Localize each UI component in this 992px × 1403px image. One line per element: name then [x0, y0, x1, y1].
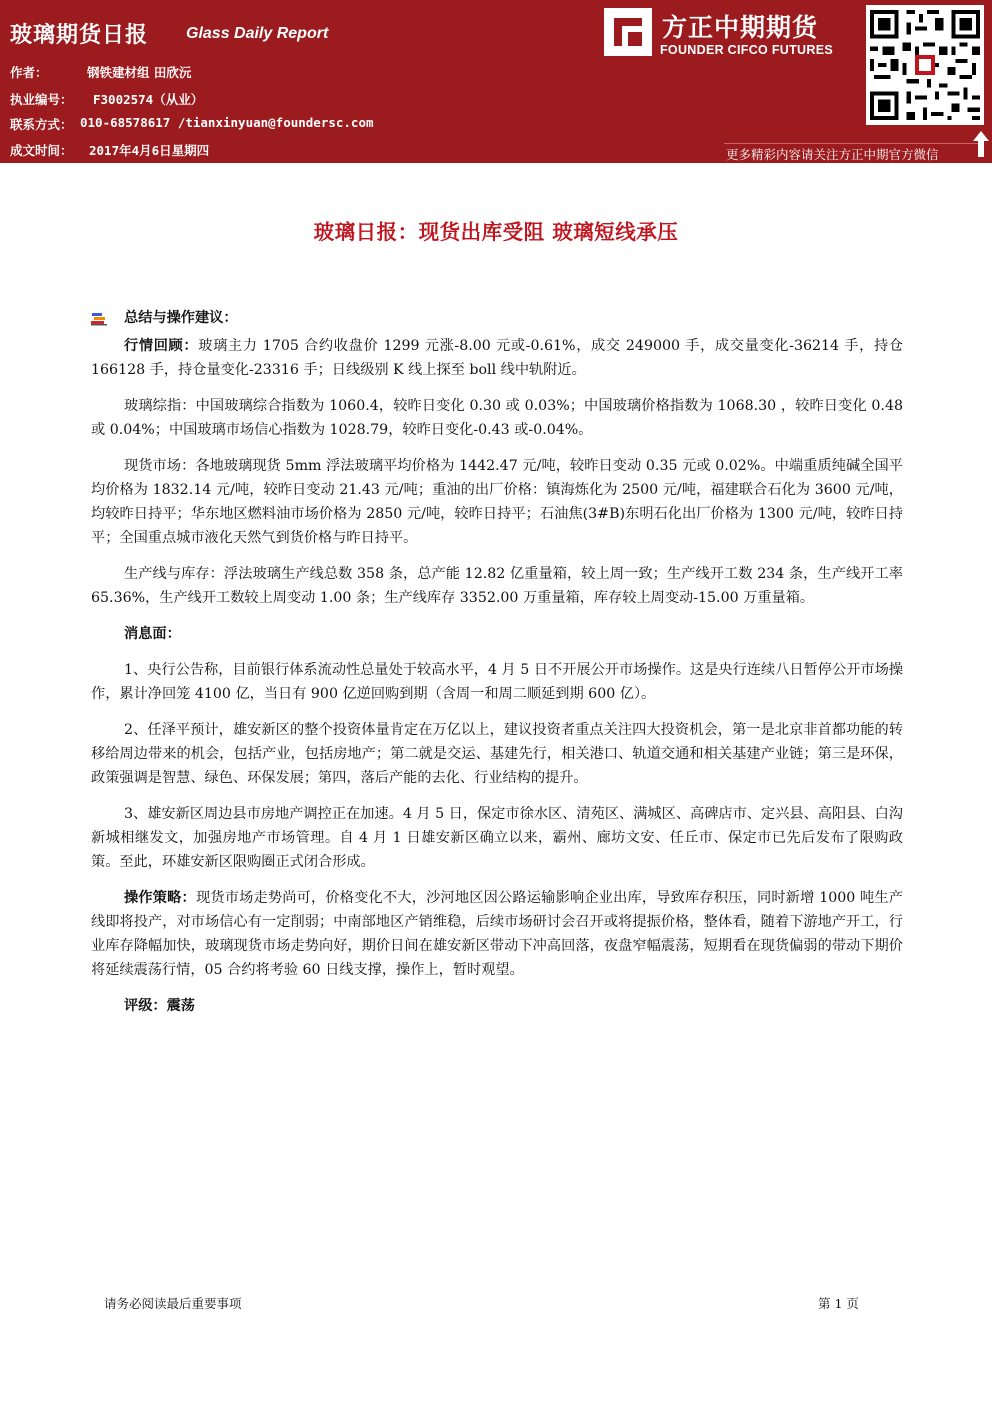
rating-paragraph [91, 994, 903, 1018]
founder-logo-icon [604, 8, 652, 56]
summary-heading [91, 306, 903, 332]
strategy-label: 操作策略： [124, 890, 196, 906]
books-bullet-icon [91, 312, 107, 326]
document-title: 玻璃日报：现货出库受阻 玻璃短线承压 [313, 220, 679, 244]
author-value: 钢铁建材组 田欣沅 [87, 65, 192, 80]
qr-code-icon [866, 5, 984, 125]
report-title-en: Glass Daily Report [186, 25, 329, 42]
footer-divider [91, 1290, 903, 1291]
glass-index-paragraph: 玻璃综指：中国玻璃综合指数为 1060.4，较昨日变化 0.30 或 0.03%；中国玻璃价格指数为 1068.30 ，较昨日变化 0.48 或 0.04%；中国玻璃市场信心指数为 1028.79，较昨日变化-0.43 或-0.04%。 [91, 398, 903, 438]
news-item-2: 2、任泽平预计，雄安新区的整个投资体量肯定在万亿以上，建议投资者重点关注四大投资机会，第一是北京非首都功能的转移给周边带来的机会，包括产业，包括房地产；第二就是交运、基建先行，相关港口、轨道交通和相关基建产业链；第三是环保，政策强调是智慧、绿色、环保发展；第四，落后产能的去化、行业结构的提升。 [91, 722, 903, 786]
footer-notice: 请务必阅读最后重要事项 [104, 1296, 242, 1311]
license-label: 执业编号： [10, 92, 73, 107]
summary-label: 总结与操作建议： [124, 310, 238, 326]
rating-value: 震荡 [166, 998, 195, 1014]
date-row [10, 141, 210, 161]
report-body [91, 306, 903, 1030]
logo-text-cn: 方正中期期货 [662, 13, 819, 42]
arrow-up-icon [973, 131, 989, 157]
news-heading [91, 622, 903, 646]
contact-label: 联系方式： [10, 117, 73, 132]
author-row [10, 63, 192, 83]
news-label: 消息面： [124, 626, 181, 642]
page-number: 第 1 页 [818, 1296, 859, 1311]
spot-market-paragraph: 现货市场：各地玻璃现货 5mm 浮法玻璃平均价格为 1442.47 元/吨，较昨日变动 0.35 元或 0.02%。中端重质纯碱全国平均价格为 1832.14 元/吨，较昨日变动 21.43 元/吨；重油的出厂价格：镇海炼化为 2500 元/吨，福建联合石化为 3600 元/吨，均较昨日持平；华东地区燃料油市场价格为 2850 元/吨，较昨日持平；石油焦(3#B)东明石化出厂价格为 1300 元/吨，较昨日持平；全国重点城市液化天然气到货价格与昨日持平。 [91, 458, 903, 546]
market-review-text: 玻璃主力 1705 合约收盘价 1299 元涨-8.00 元或-0.61%，成交 249000 手，成交量变化-36214 手，持仓 166128 手，持仓量变化-23316 手；日线级别 K 线上探至 boll 线中轨附近。 [91, 338, 903, 378]
logo-text-en: FOUNDER CIFCO FUTURES [660, 43, 833, 57]
rating-label: 评级： [124, 998, 167, 1014]
contact-row [10, 115, 374, 135]
follow-wechat-text: 更多精彩内容请关注方正中期官方微信 [726, 147, 939, 162]
report-title: 玻璃期货日报 [10, 23, 149, 48]
contact-value: 010-68578617 /tianxinyuan@foundersc.com [80, 115, 374, 130]
license-row [10, 90, 204, 110]
strategy-paragraph [91, 886, 903, 982]
production-inventory-paragraph: 生产线与库存：浮法玻璃生产线总数 358 条，总产能 12.82 亿重量箱，较上周一致；生产线开工数 234 条，生产线开工率 65.36%，生产线开工数较上周变动 1.00 条；生产线库存 3352.00 万重量箱，库存较上周变动-15.00 万重量箱。 [91, 566, 903, 606]
author-label: 作者： [10, 65, 48, 80]
news-item-1: 1、央行公告称，目前银行体系流动性总量处于较高水平，4 月 5 日不开展公开市场操作。这是央行连续八日暂停公开市场操作，累计净回笼 4100 亿，当日有 900 亿逆回购到期（含周一和周二顺延到期 600 亿）。 [91, 662, 903, 702]
report-header [0, 0, 992, 163]
news-item-3: 3、雄安新区周边县市房地产调控正在加速。4 月 5 日，保定市徐水区、清苑区、满城区、高碑店市、定兴县、高阳县、白沟新城相继发文，加强房地产市场管理。自 4 月 1 日雄安新区确立以来，霸州、廊坊文安、任丘市、保定市已先后发布了限购政策。至此，环雄安新区限购圈正式闭合形成。 [91, 806, 903, 870]
market-review-paragraph [91, 334, 903, 382]
market-review-label: 行情回顾： [124, 338, 199, 354]
date-value: 2017年4月6日星期四 [89, 143, 210, 158]
license-value: F3002574（从业） [93, 92, 204, 107]
date-label: 成文时间： [10, 143, 73, 158]
strategy-text: 现货市场走势尚可，价格变化不大，沙河地区因公路运输影响企业出库，导致库存积压，同时新增 1000 吨生产线即将投产，对市场信心有一定削弱；中南部地区产销维稳，后续市场研讨会召开或将提振价格，整体看，随着下游地产开工，行业库存降幅加快，玻璃现货市场走势向好，期价日间在雄安新区带动下冲高回落，夜盘窄幅震荡，短期看在现货偏弱的带动下期价将延续震荡行情，05 合约将考验 60 日线支撑，操作上，暂时观望。 [91, 890, 903, 978]
company-logo [598, 6, 860, 64]
